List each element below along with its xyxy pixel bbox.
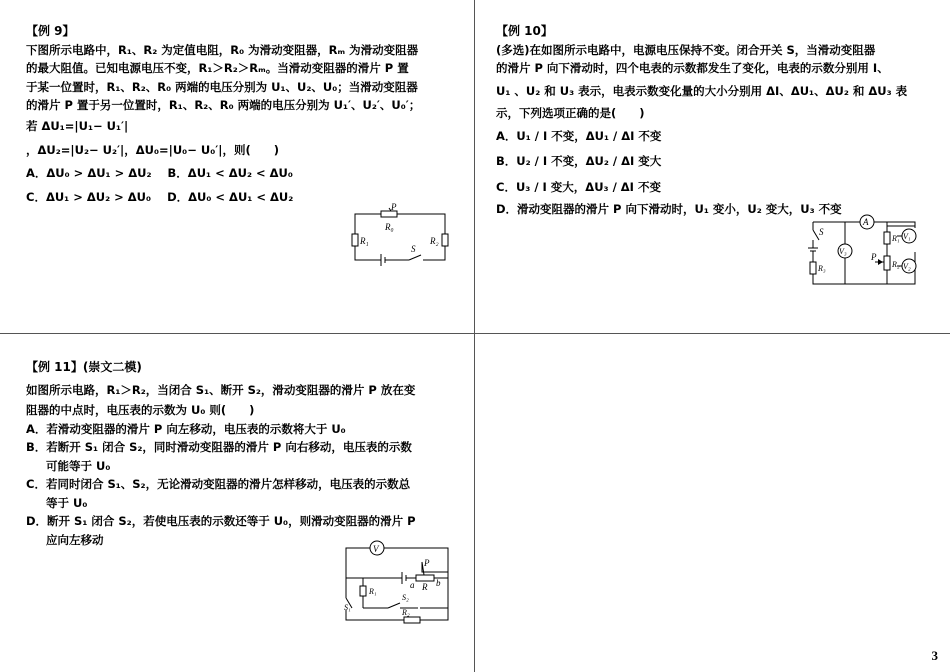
example-9-option-c: C．ΔU₁ > ΔU₂ > ΔU₀: [26, 190, 152, 204]
example-10-line-3: U₁ 、U₂ 和 U₃ 表示，电表示数变化量的大小分别用 ΔI、ΔU₁、ΔU₂ 和 ΔU₃ 表: [496, 83, 908, 98]
example-11-circuit-diagram: [338, 538, 458, 628]
page-number: 3: [931, 648, 938, 663]
example-9-line-3: 于某一位置时，R₁、R₂、R₀ 两端的电压分别为 U₁、U₂、U₀；当滑动变阻器: [26, 79, 418, 94]
example-10-line-2: 的滑片 P 向下滑动时，四个电表的示数都发生了变化，电表的示数分别用 I、: [496, 61, 889, 75]
example-11-option-b-2: 可能等于 U₀: [46, 458, 111, 473]
example-9-options-row-1: [26, 164, 466, 183]
r2-rheostat: [884, 256, 890, 270]
example-11-option-c-1: C．若同时闭合 S₁、S₂，无论滑动变阻器的滑片怎样移动，电压表的示数总: [26, 477, 411, 491]
label-r1: R₁: [369, 587, 377, 596]
r1-resistor: [360, 586, 366, 596]
r2-resistor: [442, 234, 448, 246]
label-a: a: [410, 580, 415, 590]
label-p: P: [424, 558, 430, 568]
example-9-option-d: D．ΔU₀ < ΔU₁ < ΔU₂: [167, 190, 294, 204]
label-r1: R₁: [892, 234, 900, 243]
label-r1: R₁: [360, 236, 369, 246]
slider-p-arrow: [878, 259, 883, 265]
example-9-panel: [26, 22, 466, 207]
example-10-line-1: (多选)在如图所示电路中，电源电压保持不变。闭合开关 S，当滑动变阻器: [496, 42, 876, 57]
label-v3: V₃: [839, 247, 847, 256]
example-9-line-1: 下图所示电路中，R₁、R₂ 为定值电阻，R₀ 为滑动变阻器，Rₘ 为滑动变阻器: [26, 42, 419, 57]
label-v1: V₁: [903, 232, 911, 241]
label-p: P: [391, 202, 397, 212]
label-r3: R₃: [818, 264, 826, 273]
label-r: R: [422, 582, 428, 592]
horizontal-divider: [0, 333, 950, 334]
example-11-line-1: 如图所示电路，R₁＞R₂，当闭合 S₁、断开 S₂，滑动变阻器的滑片 P 放在变: [26, 382, 416, 397]
example-10-option-a: A．U₁ / I 不变，ΔU₁ / ΔI 不变: [496, 128, 662, 143]
example-11-title: 【例 11】(崇文二模): [26, 360, 142, 374]
label-b: b: [436, 578, 441, 588]
example-9-line-4: 的滑片 P 置于另一位置时，R₁、R₂、R₀ 两端的电压分别为 U₁′、U₂′、U₀′；: [26, 98, 421, 112]
example-9-line-2: 的最大阻值。已知电源电压不变，R₁＞R₂＞Rₘ。当滑动变阻器的滑片 P 置: [26, 61, 409, 75]
r-rheostat: [416, 575, 434, 581]
label-p: P: [871, 252, 877, 262]
label-a: A: [863, 217, 869, 227]
label-s2: S₂: [402, 593, 409, 602]
label-s1: S₁: [344, 603, 351, 612]
r1-resistor: [352, 234, 358, 246]
r2-resistor: [404, 617, 420, 623]
example-10-circuit-diagram: [805, 212, 925, 290]
example-11-panel: [26, 358, 466, 549]
vertical-divider: [474, 0, 475, 672]
r3-resistor: [810, 262, 816, 274]
example-11-option-b-1: B．若断开 S₁ 闭合 S₂，同时滑动变阻器的滑片 P 向右移动，电压表的示数: [26, 440, 412, 454]
example-10-option-c: C．U₃ / I 变大，ΔU₃ / ΔI 不变: [496, 179, 661, 194]
label-v: V: [373, 544, 379, 554]
label-s: S: [819, 227, 824, 237]
example-10-title: 【例 10】: [496, 24, 553, 38]
example-9-title: 【例 9】: [26, 24, 75, 38]
example-10-option-d: D．滑动变阻器的滑片 P 向下滑动时，U₁ 变小，U₂ 变大，U₃ 不变: [496, 202, 842, 216]
label-r2: R₂: [402, 608, 410, 617]
label-r2: R₂: [430, 236, 439, 246]
example-9-line-6: ，ΔU₂=|U₂− U₂′|，ΔU₀=|U₀− U₀′|，则( ): [26, 143, 279, 157]
example-11-option-a: A．若滑动变阻器的滑片 P 向左移动，电压表的示数将大于 U₀: [26, 421, 346, 436]
example-9-option-b: B．ΔU₁ < ΔU₂ < ΔU₀: [167, 165, 293, 180]
label-s: S: [411, 244, 416, 254]
example-11-line-2: 阻器的中点时，电压表的示数为 U₀ 则( ): [26, 403, 255, 417]
example-10-line-4: 示，下列选项正确的是( ): [496, 106, 645, 120]
label-r0: R₀: [385, 222, 394, 232]
example-9-line-5: 若 ΔU₁=|U₁− U₁′|: [26, 118, 129, 133]
example-11-option-c-2: 等于 U₀: [46, 495, 88, 510]
example-11-option-d-1: D．断开 S₁ 闭合 S₂，若使电压表的示数还等于 U₀，则滑动变阻器的滑片 P: [26, 514, 416, 528]
example-10-panel: [496, 22, 942, 219]
example-9-circuit-diagram: [345, 202, 460, 268]
label-v2: V₂: [903, 262, 911, 271]
r1-resistor: [884, 232, 890, 244]
example-9-option-a: A．ΔU₀ > ΔU₁ > ΔU₂: [26, 165, 152, 180]
label-r2: R₂: [892, 260, 900, 269]
example-9-options-row-2: [26, 188, 466, 207]
example-10-option-b: B．U₂ / I 不变，ΔU₂ / ΔI 变大: [496, 154, 662, 168]
example-11-option-d-2: 应向左移动: [46, 532, 104, 547]
